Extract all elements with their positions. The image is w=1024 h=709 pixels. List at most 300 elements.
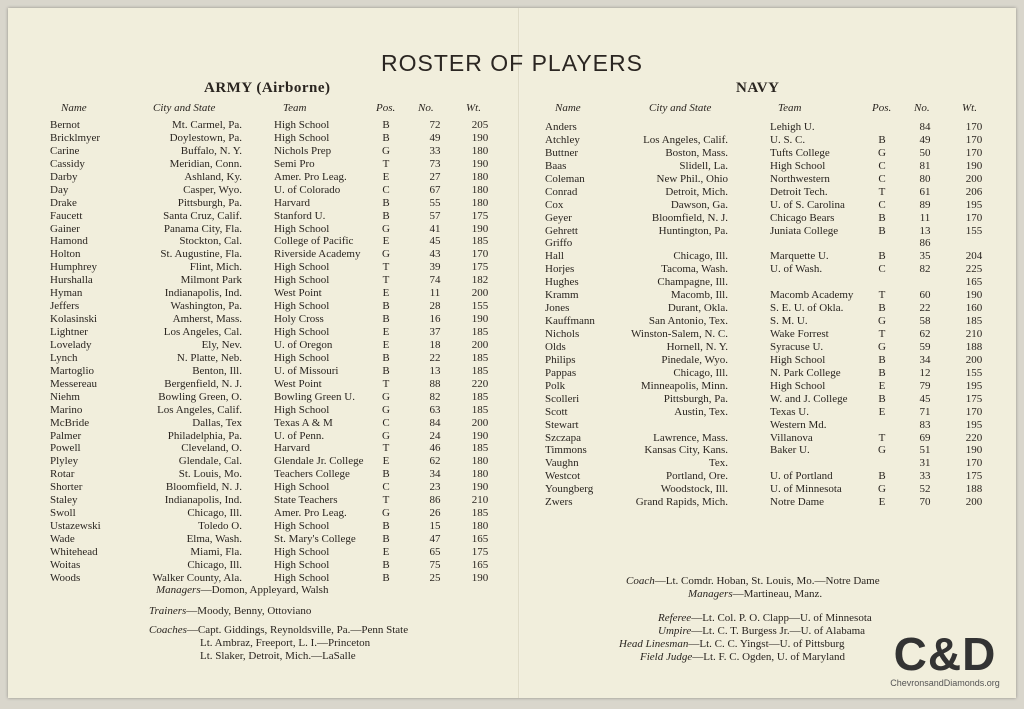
army-player-name: Plyley (50, 455, 79, 468)
navy-player-city: Los Angeles, Calif. (643, 133, 728, 146)
navy-player-no: 59 (919, 340, 931, 353)
navy-roster (8, 121, 1008, 509)
navy-player-team: S. E. U. of Okla. (770, 302, 844, 315)
navy-col-pos: Pos. (872, 102, 892, 114)
navy-player-pos: C (878, 159, 886, 172)
army-coaches: Coaches—Capt. Giddings, Reynoldsville, Pa.—Penn State (149, 624, 409, 636)
army-player-city: St. Louis, Mo. (178, 468, 242, 481)
army-col-city: City and State (153, 102, 216, 114)
navy-player-team: Chicago Bears (770, 211, 835, 224)
army-player-no: 24 (429, 429, 441, 442)
army-player-name: Bricklmyer (50, 131, 101, 144)
navy-player-name: Horjes (545, 263, 575, 276)
army-player-team: High School (274, 571, 330, 584)
army-player-no: 18 (429, 338, 441, 351)
navy-col-name: Name (555, 102, 581, 114)
navy-player-team: Western Md. (770, 418, 827, 431)
navy-player-no: 86 (919, 237, 931, 250)
army-player-no: 75 (429, 558, 441, 571)
army-player-city: Amherst, Mass. (172, 313, 242, 326)
navy-player-name: Buttner (545, 146, 578, 159)
army-player-pos: E (382, 326, 390, 338)
navy-player-wt: 175 (965, 470, 983, 483)
navy-player-no: 84 (919, 121, 931, 133)
army-player-no: 72 (429, 119, 441, 131)
navy-col-city: City and State (649, 102, 712, 114)
army-player-pos: B (382, 131, 390, 144)
army-player-wt: 200 (471, 338, 489, 351)
navy-player-pos: B (878, 302, 886, 315)
army-player-name: Jeffers (50, 300, 80, 313)
navy-player-name: Anders (545, 121, 577, 133)
navy-player-row (8, 483, 1008, 496)
navy-player-name: Cox (545, 198, 564, 211)
navy-player-name: Jones (545, 302, 570, 315)
navy-player-wt: 170 (965, 133, 983, 146)
army-player-pos: B (382, 558, 390, 571)
army-player-city: Los Angeles, Calif. (157, 403, 242, 416)
army-player-team: West Point (274, 377, 322, 390)
navy-player-city: Winston-Salem, N. C. (630, 328, 728, 340)
army-player-team: Nichols Prep (274, 144, 332, 157)
army-player-pos: T (382, 157, 390, 170)
army-player-name: Woitas (50, 558, 81, 571)
army-player-name: Kolasinski (50, 313, 98, 326)
army-player-name: Powell (50, 442, 81, 455)
navy-col-team: Team (778, 102, 802, 114)
navy-player-wt: 225 (965, 263, 983, 276)
army-player-no: 39 (429, 261, 441, 274)
army-player-no: 47 (429, 533, 441, 545)
navy-player-city: Woodstock, Ill. (660, 483, 728, 496)
army-player-no: 49 (429, 131, 441, 144)
navy-player-wt: 204 (965, 250, 983, 263)
navy-player-pos: B (878, 392, 886, 405)
navy-player-team: Northwestern (770, 172, 830, 185)
navy-player-name: Gehrett (545, 224, 578, 237)
army-player-team: High School (274, 520, 330, 533)
army-player-name: Niehm (50, 390, 80, 403)
army-player-name: Swoll (50, 507, 76, 520)
watermark-logo (882, 630, 1008, 688)
army-player-wt: 180 (471, 196, 489, 209)
navy-player-row (8, 183, 1008, 199)
army-col-name: Name (61, 102, 87, 114)
army-player-name: Holton (50, 248, 81, 261)
army-player-city: Flint, Mich. (189, 261, 242, 274)
army-player-row (8, 533, 513, 546)
program-page (8, 8, 1016, 698)
navy-player-team: W. and J. College (770, 392, 848, 405)
army-player-team: Stanford U. (274, 209, 326, 222)
army-player-team: High School (274, 222, 330, 235)
army-player-team: Bowling Green U. (274, 390, 355, 403)
navy-player-name: Coleman (545, 172, 585, 185)
navy-player-name: Scott (545, 405, 568, 418)
navy-player-no: 79 (919, 379, 931, 392)
army-player-city: Ashland, Ky. (184, 170, 242, 183)
navy-player-pos: E (878, 496, 886, 509)
army-player-name: Woods (50, 571, 81, 584)
navy-player-city: Dawson, Ga. (670, 198, 728, 211)
army-player-pos: B (382, 196, 390, 209)
navy-player-team: N. Park College (770, 366, 841, 379)
navy-player-city: Boston, Mass. (665, 146, 728, 159)
navy-player-no: 22 (919, 302, 931, 315)
navy-player-team: Notre Dame (770, 496, 825, 509)
navy-player-team: Syracuse U. (770, 340, 824, 353)
army-player-row (8, 559, 513, 572)
navy-player-name: Westcot (545, 470, 581, 483)
navy-player-row (8, 315, 1008, 328)
army-player-wt: 180 (471, 170, 489, 183)
navy-player-name: Polk (545, 379, 566, 392)
army-player-no: 86 (429, 494, 441, 507)
navy-player-pos: B (878, 224, 886, 237)
navy-player-wt: 155 (965, 224, 983, 237)
army-player-team: High School (274, 545, 330, 558)
army-player-pos: E (382, 235, 390, 248)
navy-player-team: Tufts College (770, 146, 830, 159)
navy-player-city: Detroit, Mich. (665, 185, 728, 198)
navy-player-pos: C (878, 198, 886, 211)
navy-player-city: New Phil., Ohio (656, 172, 728, 185)
navy-player-team: High School (770, 159, 826, 172)
army-player-name: Day (50, 183, 69, 196)
navy-player-no: 49 (919, 133, 931, 146)
army-player-pos: G (382, 390, 390, 403)
army-player-pos: B (382, 300, 390, 313)
navy-player-wt: 200 (965, 496, 983, 509)
navy-player-row (8, 351, 1008, 367)
army-player-name: Drake (50, 196, 77, 209)
army-player-wt: 175 (471, 209, 489, 222)
army-player-pos: B (382, 533, 390, 545)
navy-player-name: Hughes (545, 276, 579, 289)
navy-player-wt: 175 (965, 392, 983, 405)
navy-player-team: Texas U. (770, 405, 809, 418)
army-player-wt: 190 (471, 571, 489, 584)
army-player-team: High School (274, 481, 330, 494)
army-player-team: Teachers College (274, 468, 350, 481)
navy-player-name: Timmons (545, 444, 587, 457)
navy-col-no: No. (914, 102, 930, 114)
army-player-pos: C (382, 416, 390, 429)
navy-player-wt: 200 (965, 353, 983, 366)
navy-player-city: Bloomfield, N. J. (651, 211, 728, 224)
navy-player-wt: 170 (965, 405, 983, 418)
army-player-row (8, 520, 513, 533)
army-player-wt: 190 (471, 481, 489, 494)
navy-player-team: Macomb Academy (770, 289, 854, 302)
navy-player-pos: G (878, 483, 886, 496)
army-player-city: Philadelphia, Pa. (167, 429, 242, 442)
army-player-city: Indianapolis, Ind. (164, 287, 242, 300)
army-player-city: Cleveland, O. (181, 442, 242, 455)
navy-player-city: Chicago, Ill. (673, 250, 728, 263)
army-player-no: 63 (429, 403, 441, 416)
army-player-city: Bowling Green, O. (158, 390, 242, 403)
logo-mark: C&D (893, 628, 997, 680)
navy-player-no: 71 (919, 405, 931, 418)
army-player-name: Bernot (50, 119, 80, 131)
navy-player-row (8, 196, 1008, 212)
army-player-city: Los Angeles, Cal. (163, 326, 242, 338)
army-player-pos: G (382, 144, 390, 157)
navy-player-no: 31 (919, 457, 931, 470)
army-player-pos: G (382, 429, 390, 442)
navy-player-name: Nichols (545, 328, 580, 340)
navy-player-no: 12 (919, 366, 931, 379)
army-player-pos: C (382, 481, 390, 494)
army-player-pos: E (382, 287, 390, 300)
navy-player-pos: B (878, 250, 886, 263)
army-player-no: 34 (429, 468, 441, 481)
army-player-no: 27 (429, 170, 441, 183)
navy-player-wt: 206 (965, 185, 983, 198)
army-player-pos: B (382, 468, 390, 481)
army-player-wt: 165 (471, 533, 489, 545)
navy-player-wt: 188 (965, 340, 983, 353)
navy-player-pos: T (878, 185, 886, 198)
army-player-pos: B (382, 571, 390, 584)
navy-player-no: 35 (919, 250, 931, 263)
navy-coach: Coach—Lt. Comdr. Hoban, St. Louis, Mo.—Notre Dame (626, 575, 880, 587)
navy-player-row (8, 276, 1008, 289)
navy-player-wt: 165 (965, 276, 983, 289)
army-player-pos: B (382, 351, 390, 364)
army-player-team: High School (274, 326, 330, 338)
navy-player-row (8, 144, 1008, 160)
navy-player-pos: C (878, 263, 886, 276)
army-player-no: 74 (429, 274, 441, 287)
army-player-pos: T (382, 377, 390, 390)
army-player-city: Washington, Pa. (170, 300, 242, 313)
navy-player-wt: 195 (965, 379, 983, 392)
navy-player-team: Villanova (770, 431, 813, 444)
army-player-city: N. Platte, Neb. (176, 351, 242, 364)
navy-player-team: U. of Wash. (770, 263, 823, 276)
navy-player-row (8, 250, 1008, 263)
navy-player-name: Hall (545, 250, 564, 263)
army-player-pos: B (382, 209, 390, 222)
official-head-linesman: Head Linesman—Lt. C. C. Yingst—U. of Pittsburg (619, 638, 845, 650)
army-heading: ARMY (Airborne) (204, 80, 331, 96)
navy-player-no: 61 (919, 185, 931, 198)
army-player-wt: 205 (471, 119, 489, 131)
navy-player-pos: B (878, 470, 886, 483)
navy-player-row (8, 209, 1008, 225)
navy-player-team: High School (770, 379, 826, 392)
navy-player-row (8, 289, 1008, 302)
navy-player-wt: 210 (965, 328, 983, 340)
army-player-wt: 175 (471, 261, 489, 274)
official-umpire: Umpire—Lt. C. T. Burgess Jr.—U. of Alabama (658, 625, 866, 637)
navy-player-wt: 160 (965, 302, 983, 315)
army-player-city: Doylestown, Pa. (169, 131, 242, 144)
army-player-wt: 185 (471, 326, 489, 338)
navy-player-wt: 170 (965, 457, 983, 470)
navy-player-no: 11 (919, 211, 931, 224)
army-player-name: Darby (50, 170, 78, 183)
army-player-city: Dallas, Tex (192, 416, 242, 429)
army-player-pos: E (382, 455, 390, 468)
navy-player-row (8, 429, 1008, 445)
navy-player-pos: B (878, 133, 886, 146)
army-player-name: Wade (50, 533, 75, 545)
navy-player-pos: G (878, 146, 886, 159)
navy-player-name: Szczapa (545, 431, 582, 444)
army-player-team: Harvard (274, 196, 311, 209)
navy-player-name: Griffo (545, 237, 573, 250)
navy-player-pos: E (878, 379, 886, 392)
army-player-row (8, 546, 513, 559)
navy-player-no: 13 (919, 224, 931, 237)
navy-player-row (8, 121, 1008, 134)
army-player-name: Palmer (50, 429, 82, 442)
navy-player-pos: T (878, 289, 886, 302)
navy-player-row (8, 263, 1008, 276)
army-player-no: 62 (429, 455, 441, 468)
navy-player-row (8, 328, 1008, 341)
navy-player-city: Chicago, Ill. (673, 366, 728, 379)
navy-player-pos: T (878, 431, 886, 444)
army-player-wt: 185 (471, 507, 489, 520)
navy-player-city: Huntington, Pa. (658, 224, 728, 237)
navy-player-name: Pappas (545, 366, 577, 379)
army-player-pos: T (382, 442, 390, 455)
army-player-team: State Teachers (274, 494, 338, 507)
army-player-city: Panama City, Fla. (163, 222, 242, 235)
army-player-pos: G (382, 507, 390, 520)
army-player-no: 65 (429, 545, 441, 558)
navy-player-team: Detroit Tech. (770, 185, 828, 198)
army-player-no: 11 (429, 287, 441, 300)
army-player-wt: 180 (471, 144, 489, 157)
army-player-team: U. of Penn. (274, 429, 325, 442)
army-player-name: Gainer (50, 222, 80, 235)
navy-player-no: 80 (919, 172, 931, 185)
navy-player-no: 83 (919, 418, 931, 431)
logo-text: ChevronsandDiamonds.org (890, 678, 1000, 688)
navy-player-row (8, 377, 1008, 393)
army-player-no: 37 (429, 326, 441, 338)
army-player-no: 26 (429, 507, 441, 520)
navy-player-no: 51 (919, 444, 931, 457)
army-player-city: Pittsburgh, Pa. (177, 196, 242, 209)
navy-player-city: Durant, Okla. (667, 302, 728, 315)
army-player-row (8, 572, 513, 585)
army-player-wt: 185 (471, 403, 489, 416)
army-player-wt: 185 (471, 442, 489, 455)
navy-player-pos: G (878, 315, 886, 328)
army-player-name: Cassidy (50, 157, 85, 170)
army-player-team: Amer. Pro Leag. (274, 170, 347, 183)
army-player-pos: G (382, 403, 390, 416)
army-player-city: Bergenfield, N. J. (164, 377, 242, 390)
navy-player-name: Olds (545, 340, 566, 353)
army-player-no: 82 (429, 390, 441, 403)
navy-player-wt: 195 (965, 198, 983, 211)
army-player-city: St. Augustine, Fla. (160, 248, 242, 261)
army-player-team: Texas A & M (274, 416, 333, 429)
navy-player-no: 58 (919, 315, 931, 328)
army-player-team: St. Mary's College (274, 533, 356, 545)
army-player-wt: 180 (471, 183, 489, 196)
navy-player-city: Macomb, Ill. (670, 289, 728, 302)
army-player-name: Staley (50, 494, 78, 507)
navy-player-team: Lehigh U. (770, 121, 815, 133)
army-player-pos: G (382, 248, 390, 261)
army-player-city: Meridian, Conn. (169, 157, 242, 170)
navy-player-row (8, 496, 1008, 509)
army-player-name: Martoglio (50, 364, 94, 377)
army-player-wt: 180 (471, 520, 489, 533)
navy-player-name: Kramm (545, 289, 579, 302)
army-player-wt: 220 (471, 377, 489, 390)
army-player-pos: B (382, 119, 390, 131)
army-coach-line-3: Lt. Slaker, Detroit, Mich.—LaSalle (200, 650, 356, 662)
army-player-name: Marino (50, 403, 83, 416)
navy-player-city: Champagne, Ill. (657, 276, 728, 289)
army-player-no: 22 (429, 351, 441, 364)
navy-player-team: U. of Minnesota (770, 483, 842, 496)
navy-player-row (8, 416, 1008, 432)
navy-player-no: 33 (919, 470, 931, 483)
army-player-wt: 180 (471, 455, 489, 468)
army-player-no: 33 (429, 144, 441, 157)
navy-player-name: Vaughn (545, 457, 579, 470)
navy-player-no: 82 (919, 263, 931, 276)
army-player-team: U. of Oregon (274, 338, 333, 351)
army-player-wt: 165 (471, 558, 489, 571)
army-player-pos: T (382, 261, 390, 274)
navy-player-no: 60 (919, 289, 931, 302)
army-player-team: U. of Colorado (274, 183, 341, 196)
army-player-wt: 180 (471, 468, 489, 481)
army-player-team: Harvard (274, 442, 311, 455)
army-player-name: Whitehead (50, 545, 98, 558)
navy-player-city: Pinedale, Wyo. (661, 353, 728, 366)
navy-player-wt: 170 (965, 146, 983, 159)
navy-player-row (8, 364, 1008, 380)
navy-player-no: 70 (919, 496, 931, 509)
navy-player-city: San Antonio, Tex. (648, 315, 728, 328)
army-player-no: 88 (429, 377, 441, 390)
army-player-name: Carine (50, 144, 80, 157)
army-player-no: 73 (429, 157, 441, 170)
army-player-name: Faucett (50, 209, 83, 222)
army-player-no: 45 (429, 235, 441, 248)
army-player-no: 41 (429, 222, 441, 235)
army-player-name: Hyman (50, 287, 83, 300)
navy-player-wt: 170 (965, 121, 983, 133)
navy-player-no: 89 (919, 198, 931, 211)
army-player-wt: 170 (471, 248, 489, 261)
navy-player-no: 50 (919, 146, 931, 159)
navy-player-wt: 188 (965, 483, 983, 496)
army-player-wt: 190 (471, 157, 489, 170)
army-player-team: High School (274, 558, 330, 571)
army-player-city: Benton, Ill. (192, 364, 242, 377)
navy-player-name: Conrad (545, 185, 578, 198)
army-player-wt: 190 (471, 429, 489, 442)
navy-player-team: Wake Forrest (770, 328, 829, 340)
navy-player-row (8, 457, 1008, 470)
navy-managers: Managers—Martineau, Manz. (688, 588, 823, 600)
navy-player-city: Slidell, La. (679, 159, 728, 172)
army-player-wt: 155 (471, 300, 489, 313)
